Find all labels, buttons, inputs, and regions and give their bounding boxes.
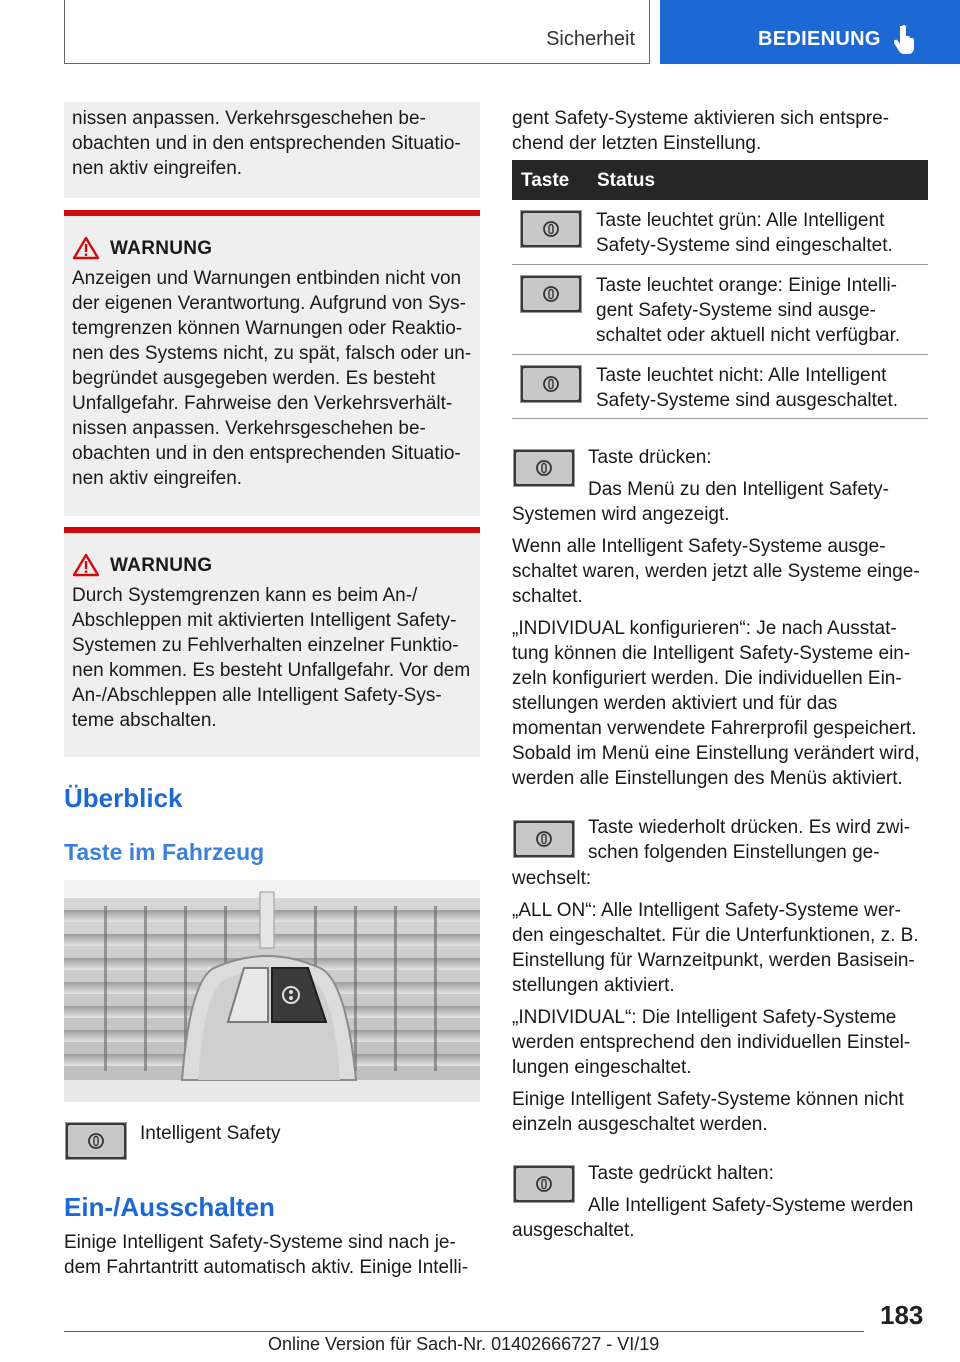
warning-text-2: Durch Systemgrenzen kann es beim An-/ Abschleppen mit aktivierten Intelligent Safety- Systemen zu Fehlverhalten einzelner Funktio- nen kommen. Es besteht Unfallgefahr. Vor dem An-/Abschleppen alle Intelligent Safety-Sys- teme abschalten. <box>72 585 471 731</box>
intelligent-safety-button-icon <box>520 365 582 403</box>
para-all-on: „ALL ON“: Alle Intelligent Safety-Systeme wer- den eingeschaltet. Für die Unterfunktionen, z. B. Einstellung für Warnzeitpunkt, werden Basisein- stellungen aktiviert. <box>512 900 919 996</box>
header-section-tab <box>64 0 650 64</box>
warning-triangle-icon <box>72 236 100 260</box>
traffic-light-icon <box>534 829 554 849</box>
para-individual: „INDIVIDUAL“: Die Intelligent Safety-Systeme werden entsprechend den individuellen Einstel- lungen eingeschaltet. <box>512 1007 911 1078</box>
traffic-light-icon <box>541 284 561 304</box>
traffic-light-icon <box>534 458 554 478</box>
intelligent-safety-button-icon <box>65 1122 127 1160</box>
intro-box <box>64 102 480 198</box>
intro-text: nissen anpassen. Verkehrsgeschehen be- obachten und in den entsprechenden Situatio- nen aktiv eingreifen. <box>72 108 461 179</box>
intelligent-safety-button-icon <box>520 210 582 248</box>
header-chapter-tab[interactable] <box>660 0 960 64</box>
table-header-status: Status <box>597 170 656 191</box>
warning-triangle-icon <box>72 553 100 577</box>
status-table-header <box>512 160 928 200</box>
press-label: Taste drücken: <box>588 447 712 468</box>
press-text-b: Systemen wird angezeigt. <box>512 504 730 525</box>
warning-box-2 <box>64 527 480 757</box>
para-all-off: Wenn alle Intelligent Safety-Systeme ausge- schaltet waren, werden jetzt alle Systeme einge- schaltet. <box>512 536 920 607</box>
repeat-text-b: wechselt: <box>512 868 592 889</box>
heading-overview: Überblick <box>64 783 183 813</box>
warning-box-1 <box>64 210 480 516</box>
table-row <box>512 355 928 419</box>
press-text-a: Das Menü zu den Intelligent Safety- <box>588 479 890 500</box>
table-cell-status: Taste leuchtet grün: Alle Intelligent Safety-Systeme sind eingeschaltet. <box>596 210 893 256</box>
table-header-button: Taste <box>521 170 570 191</box>
footer-online-version: Online Version für Sach-Nr. 01402666727 - VI/19 <box>268 1334 660 1354</box>
heading-on-off: Ein-/Ausschalten <box>64 1192 275 1222</box>
hold-text-a: Alle Intelligent Safety-Systeme werden <box>588 1195 914 1216</box>
warning-title-1: WARNUNG <box>110 238 213 259</box>
hand-pointer-icon <box>894 24 918 54</box>
footer-divider <box>64 1331 864 1332</box>
hold-text-b: ausgeschaltet. <box>512 1220 635 1241</box>
table-row <box>512 200 928 265</box>
onoff-text: Einige Intelligent Safety-Systeme sind nach je- dem Fahrtantritt automatisch aktiv. Einige Intelli- <box>64 1232 469 1278</box>
warning-text-1: Anzeigen und Warnungen entbinden nicht von der eigenen Verantwortung. Aufgrund von Sys- temgrenzen können Warnungen oder Reaktio- nen des Systems nicht, zu spät, falsch oder un- begründet ausgegeben werden. Es besteht Unfallgefahr. Fahrweise den Verkehrsverhält- nissen anpassen. Verkehrsgeschehen be- obachten und in den entsprechenden Situatio- nen aktiv eingreifen. <box>72 268 472 489</box>
header-section-label: Sicherheit <box>546 28 635 50</box>
traffic-light-icon <box>534 1174 554 1194</box>
intelligent-safety-button-icon <box>513 1165 575 1203</box>
traffic-light-icon <box>86 1131 106 1151</box>
para-individual-config: „INDIVIDUAL konfigurieren“: Je nach Ausstat- tung können die Intelligent Safety-Systeme ein- zeln konfiguriert werden. Die individuellen Ein- stellungen werden aktiviert und für das momentan verwendete Fahrerprofil gespeichert. Sobald im Menü eine Einstellung verändert wird, werden alle Einstellungen des Menüs aktiviert. <box>512 618 920 789</box>
traffic-light-icon <box>541 374 561 394</box>
vehicle-button-photo <box>64 880 480 1102</box>
icon-caption: Intelligent Safety <box>140 1123 281 1144</box>
table-cell-status: Taste leuchtet nicht: Alle Intelligent Safety-Systeme sind ausgeschaltet. <box>596 365 899 411</box>
table-row <box>512 265 928 355</box>
para-some-systems: Einige Intelligent Safety-Systeme können nicht einzeln ausgeschaltet werden. <box>512 1089 904 1135</box>
page-number: 183 <box>880 1300 924 1330</box>
repeat-text-a: Taste wiederholt drücken. Es wird zwi- schen folgenden Einstellungen ge- <box>588 817 911 863</box>
traffic-light-icon <box>541 219 561 239</box>
table-cell-status: Taste leuchtet orange: Einige Intelli- gent Safety-Systeme sind ausge- schaltet oder aktuell nicht verfügbar. <box>596 275 901 346</box>
hold-label: Taste gedrückt halten: <box>588 1163 774 1184</box>
right-intro: gent Safety-Systeme aktivieren sich entspre- chend der letzten Einstellung. <box>512 108 890 154</box>
header-chapter-label: BEDIENUNG <box>758 28 881 50</box>
warning-title-2: WARNUNG <box>110 555 213 576</box>
intelligent-safety-button-icon <box>513 820 575 858</box>
heading-button-in-vehicle: Taste im Fahrzeug <box>64 839 265 865</box>
intelligent-safety-button-icon <box>520 275 582 313</box>
intelligent-safety-button-icon <box>513 449 575 487</box>
